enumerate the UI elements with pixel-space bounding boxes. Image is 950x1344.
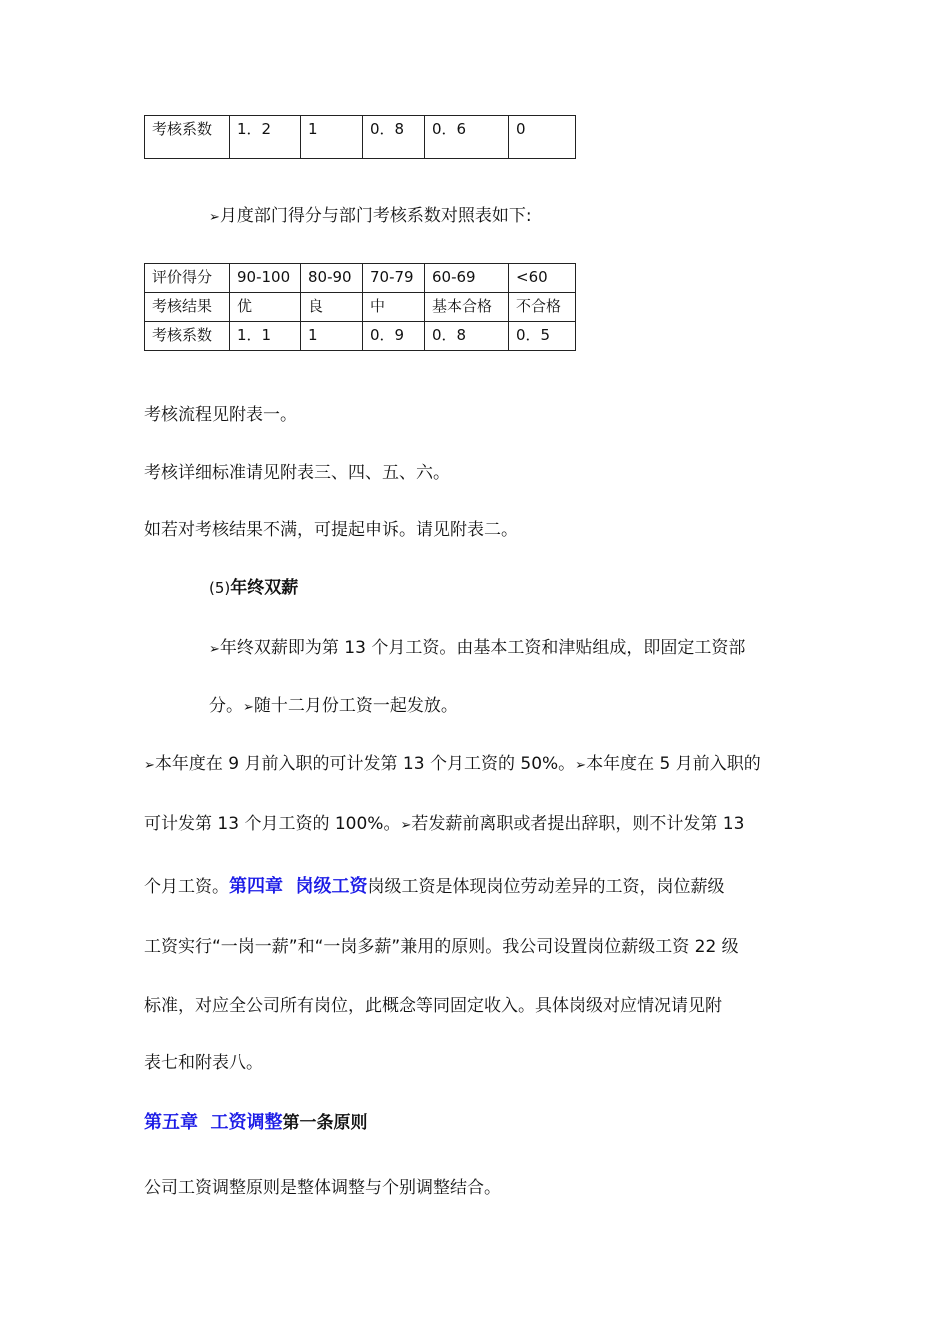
arrow-bullet-icon: ➢ bbox=[209, 210, 220, 225]
paragraph-line: 个月工资。第四章 岗级工资岗级工资是体现岗位劳动差异的工资，岗位薪级 bbox=[144, 876, 725, 897]
assessment-coefficient-table bbox=[144, 115, 576, 159]
table-cell: 0．5 bbox=[509, 322, 576, 351]
paragraph-line: ➢本年度在 9 月前入职的可计发第 13 个月工资的 50%。➢本年度在 5 月前入职的 bbox=[144, 754, 761, 774]
table-cell: 优 bbox=[230, 293, 301, 322]
table-cell: 0．9 bbox=[363, 322, 425, 351]
section-number: (5) bbox=[209, 579, 231, 597]
table-cell: 1 bbox=[301, 116, 363, 159]
chapter-4-heading: 第四章 岗级工资 bbox=[229, 876, 368, 897]
section-title: 年终双薪 bbox=[230, 578, 299, 598]
table-cell: 80-90 bbox=[301, 264, 363, 293]
paragraph-line: ➢年终双薪即为第 13 个月工资。由基本工资和津贴组成，即固定工资部 bbox=[209, 638, 746, 658]
table-cell: 考核系数 bbox=[145, 322, 230, 351]
table-cell: 70-79 bbox=[363, 264, 425, 293]
paragraph-line: 工资实行“一岗一薪”和“一岗多薪”兼用的原则。我公司设置岗位薪级工资 22 级 bbox=[144, 937, 739, 957]
department-score-table bbox=[144, 263, 576, 351]
table-cell: 1．2 bbox=[230, 116, 301, 159]
table-cell: 1 bbox=[301, 322, 363, 351]
table-cell: 考核系数 bbox=[145, 116, 230, 159]
arrow-bullet-icon: ➢ bbox=[243, 700, 254, 715]
table-cell: 评价得分 bbox=[145, 264, 230, 293]
arrow-bullet-icon: ➢ bbox=[144, 758, 155, 773]
arrow-bullet-icon: ➢ bbox=[209, 642, 220, 657]
table-row bbox=[145, 264, 576, 293]
paragraph: 考核详细标准请见附表三、四、五、六。 bbox=[144, 463, 450, 483]
table-cell: 基本合格 bbox=[425, 293, 509, 322]
table-row bbox=[145, 322, 576, 351]
table-cell: 不合格 bbox=[509, 293, 576, 322]
table-cell: 0．6 bbox=[425, 116, 509, 159]
arrow-bullet-icon: ➢ bbox=[400, 818, 412, 833]
chapter-5-heading-line bbox=[144, 1111, 368, 1135]
table-cell: 1．1 bbox=[230, 322, 301, 351]
paragraph-line: 标准，对应全公司所有岗位，此概念等同固定收入。具体岗级对应情况请见附 bbox=[144, 996, 722, 1016]
paragraph-line: 可计发第 13 个月工资的 100%。➢若发薪前离职或者提出辞职，则不计发第 13 bbox=[144, 814, 745, 834]
table-cell: 0．8 bbox=[363, 116, 425, 159]
paragraph: 如若对考核结果不满，可提起申诉。请见附表二。 bbox=[144, 520, 518, 540]
article-title: 第一条原则 bbox=[282, 1113, 368, 1133]
table-cell: 0 bbox=[509, 116, 576, 159]
table-cell: 60-69 bbox=[425, 264, 509, 293]
paragraph: 考核流程见附表一。 bbox=[144, 405, 297, 425]
arrow-bullet-icon: ➢ bbox=[575, 758, 587, 773]
table-cell: 0．8 bbox=[425, 322, 509, 351]
table-cell: <60 bbox=[509, 264, 576, 293]
table-row bbox=[145, 293, 576, 322]
chapter-5-heading: 第五章 工资调整 bbox=[144, 1112, 283, 1133]
table-cell: 良 bbox=[301, 293, 363, 322]
paragraph-line: 表七和附表八。 bbox=[144, 1053, 263, 1073]
table2-intro: ➢月度部门得分与部门考核系数对照表如下: bbox=[209, 206, 532, 226]
table-row bbox=[145, 116, 576, 159]
section-heading bbox=[209, 576, 298, 600]
table-cell: 中 bbox=[363, 293, 425, 322]
paragraph: 公司工资调整原则是整体调整与个别调整结合。 bbox=[144, 1178, 501, 1198]
paragraph-line: 分。➢随十二月份工资一起发放。 bbox=[209, 696, 458, 716]
table-cell: 90-100 bbox=[230, 264, 301, 293]
table-cell: 考核结果 bbox=[145, 293, 230, 322]
